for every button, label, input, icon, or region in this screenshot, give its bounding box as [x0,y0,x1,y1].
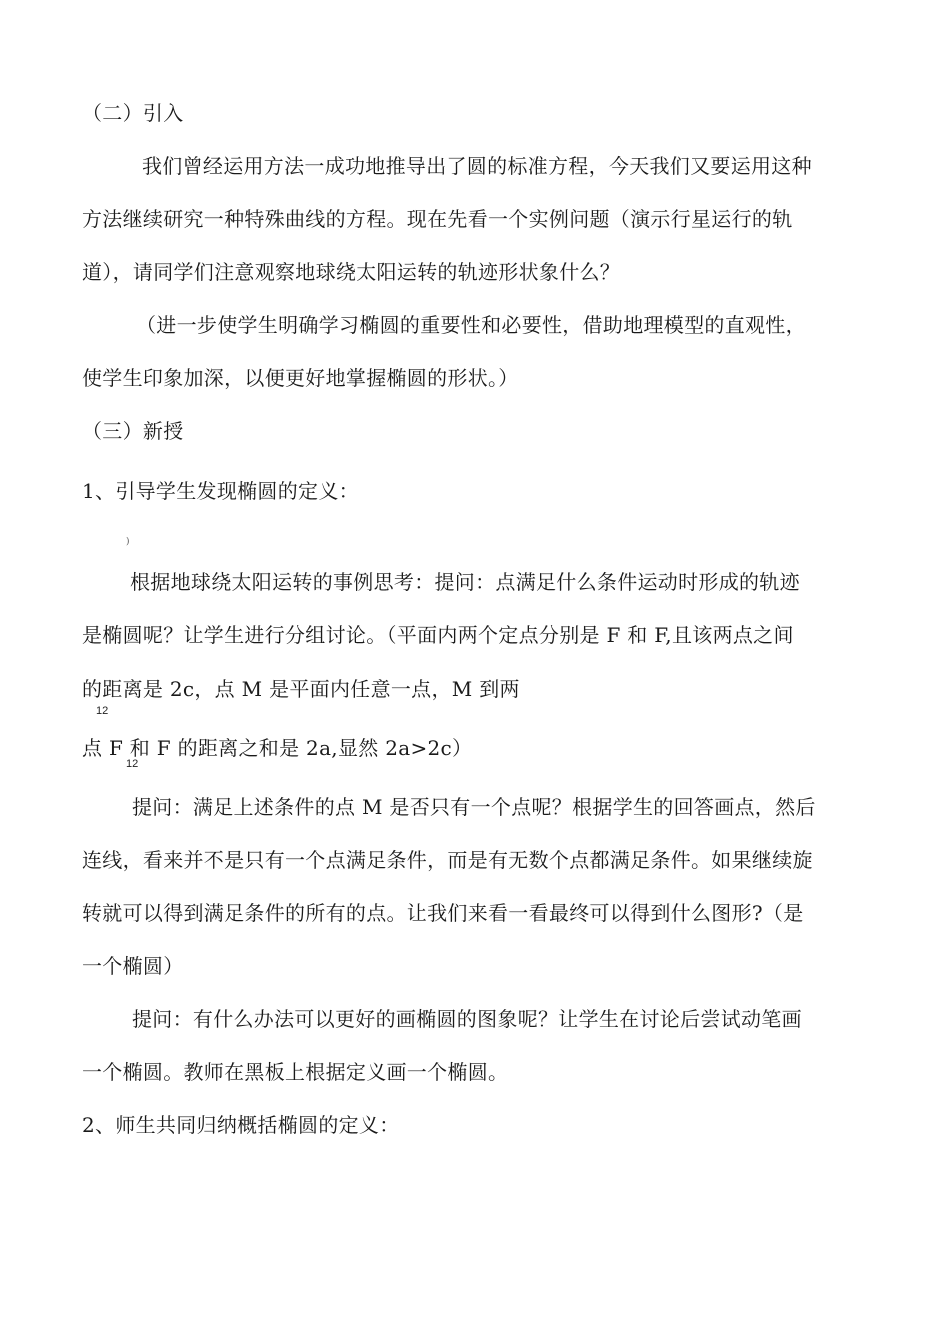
paragraph-line: 方法继续研究一种特殊曲线的方程。现在先看一个实例问题（演示行星运行的轨 [82,207,793,231]
stray-mark: ) [126,537,130,547]
paragraph-line: （进一步使学生明确学习椭圆的重要性和必要性，借助地理模型的直观性， [136,313,806,337]
paragraph-line: 是椭圆呢？让学生进行分组讨论。（平面内两个定点分别是 F 和 F,且该两点之间 [82,623,794,647]
paragraph-line: 一个椭圆。教师在黑板上根据定义画一个椭圆。 [82,1060,509,1084]
paragraph-line: 点 F 和 F 的距离之和是 2a,显然 2a>2c） [82,736,473,760]
paragraph-line: 我们曾经运用方法一成功地推导出了圆的标准方程，今天我们又要运用这种 [142,154,812,178]
section-heading-new-lesson: （三）新授 [82,419,184,443]
paragraph-line: 一个椭圆） [82,954,184,978]
subscript-label: 12 [126,758,139,770]
paragraph-line: 道），请同学们注意观察地球绕太阳运转的轨迹形状象什么？ [82,260,621,284]
paragraph-line: 连线，看来并不是只有一个点满足条件，而是有无数个点都满足条件。如果继续旋 [82,848,813,872]
paragraph-line: 的距离是 2c，点 M 是平面内任意一点，M 到两 [82,677,520,701]
paragraph-line: 提问：满足上述条件的点 M 是否只有一个点呢？根据学生的回答画点，然后 [132,795,816,819]
paragraph-line: 使学生印象加深，以便更好地掌握椭圆的形状。） [82,366,519,390]
section-heading-intro: （二）引入 [82,101,184,125]
paragraph-line: 根据地球绕太阳运转的事例思考：提问：点满足什么条件运动时形成的轨迹 [130,570,800,594]
numbered-item-2: 2、师生共同归纳概括椭圆的定义： [82,1113,400,1137]
numbered-item-1: 1、引导学生发现椭圆的定义： [82,479,359,503]
subscript-label: 12 [96,705,109,717]
paragraph-line: 提问：有什么办法可以更好的画椭圆的图象呢？让学生在讨论后尝试动笔画 [132,1007,802,1031]
paragraph-line: 转就可以得到满足条件的所有的点。让我们来看一看最终可以得到什么图形?（是 [82,901,804,925]
